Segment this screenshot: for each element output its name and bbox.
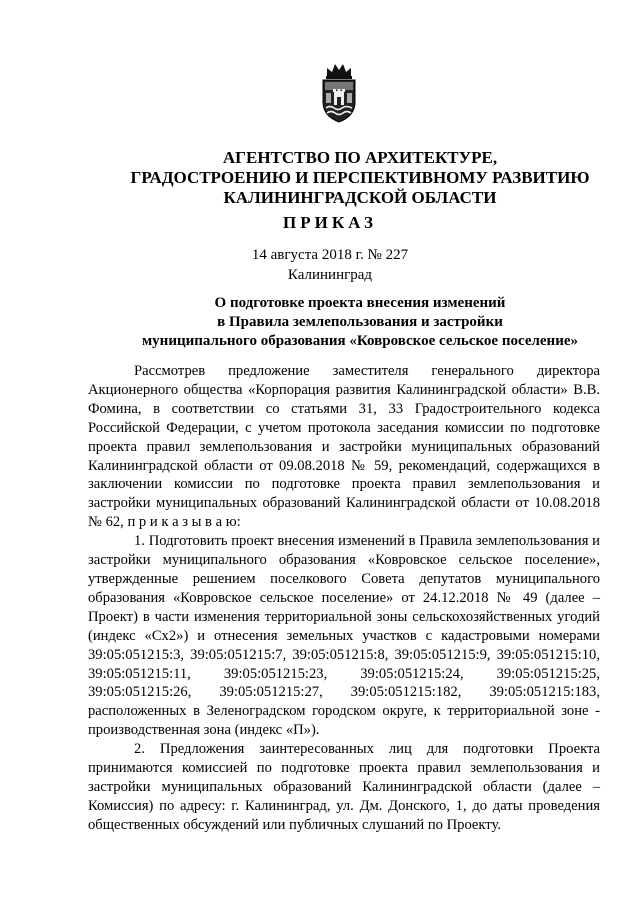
date-number: 14 августа 2018 г. № 227: [251, 247, 409, 263]
subject-line: муниципального образования «Ковровское сельское поселение»: [141, 333, 579, 349]
paragraph-item-2: 2. Предложения заинтересованных лиц для подготовки Проекта принимаются комиссией по подготовке проекта правил землепользования и застройки муниципальных образований Калининградской области (далее – Комиссия) по адресу: г. Калининград, ул. Дм. Донского, 1, до даты проведения общественных обсуждений или публичных слушаний по Проекту.: [88, 741, 600, 833]
date-and-place: [0, 245, 640, 285]
order-subject: [60, 294, 640, 351]
document-body: [88, 362, 600, 835]
agency-name-line: КАЛИНИНГРАДСКОЙ ОБЛАСТИ: [223, 188, 497, 207]
subject-line: О подготовке проекта внесения изменений: [214, 295, 506, 311]
paragraph-preamble: Рассмотрев предложение заместителя генерального директора Акционерного общества «Корпорация развития Калининградской области» В.В. Фомина, в соответствии со статьями 31, 33 Градостроительного кодекса Российской Федерации, с учетом протокола заседания комиссии по подготовке проекта правил землепользования и застройки муниципальных образований Калининградской области от 09.08.2018 № 59, рекомендаций, содержащихся в заключении комиссии по подготовке проекта правил землепользования и застройки муниципальных образований Калининградской области от 10.08.2018 № 62, п р и к а з ы в а ю:: [88, 363, 600, 531]
document-type: ПРИКАЗ: [283, 213, 377, 232]
agency-name-line: АГЕНТСТВО ПО АРХИТЕКТУРЕ,: [222, 148, 498, 167]
paragraph-item-1: 1. Подготовить проект внесения изменений в Правила землепользования и застройки муниципального образования «Ковровское сельское поселение», утвержденные решением поселкового Совета депутатов муниципального образования «Ковровское сельское поселение» от 24.12.2018 № 49 (далее – Проект) в части изменения территориальной зоны сельскохозяйственных угодий (индекс «Сх2») и отнесения земельных участков с кадастровыми номерами 39:05:051215:3, 39:05:051215:7, 39:05:051215:8, 39:05:051215:9, 39:05:051215:10, 39:05:051215:11, 39:05:051215:23, 39:05:051215:24, 39:05:051215:25, 39:05:051215:26, 39:05:051215:27, 39:05:051215:182, 39:05:051215:183, расположенных в Зеленоградском городском округе, к территориальной зоне - производственная зона (индекс «П»).: [88, 533, 600, 739]
subject-line: в Правила землепользования и застройки: [217, 314, 503, 330]
city: Калининград: [287, 267, 373, 283]
kaliningrad-coat-of-arms-icon: [319, 62, 359, 124]
agency-name: [60, 148, 640, 208]
agency-name-line: ГРАДОСТРОЕНИЮ И ПЕРСПЕКТИВНОМУ РАЗВИТИЮ: [130, 168, 590, 187]
